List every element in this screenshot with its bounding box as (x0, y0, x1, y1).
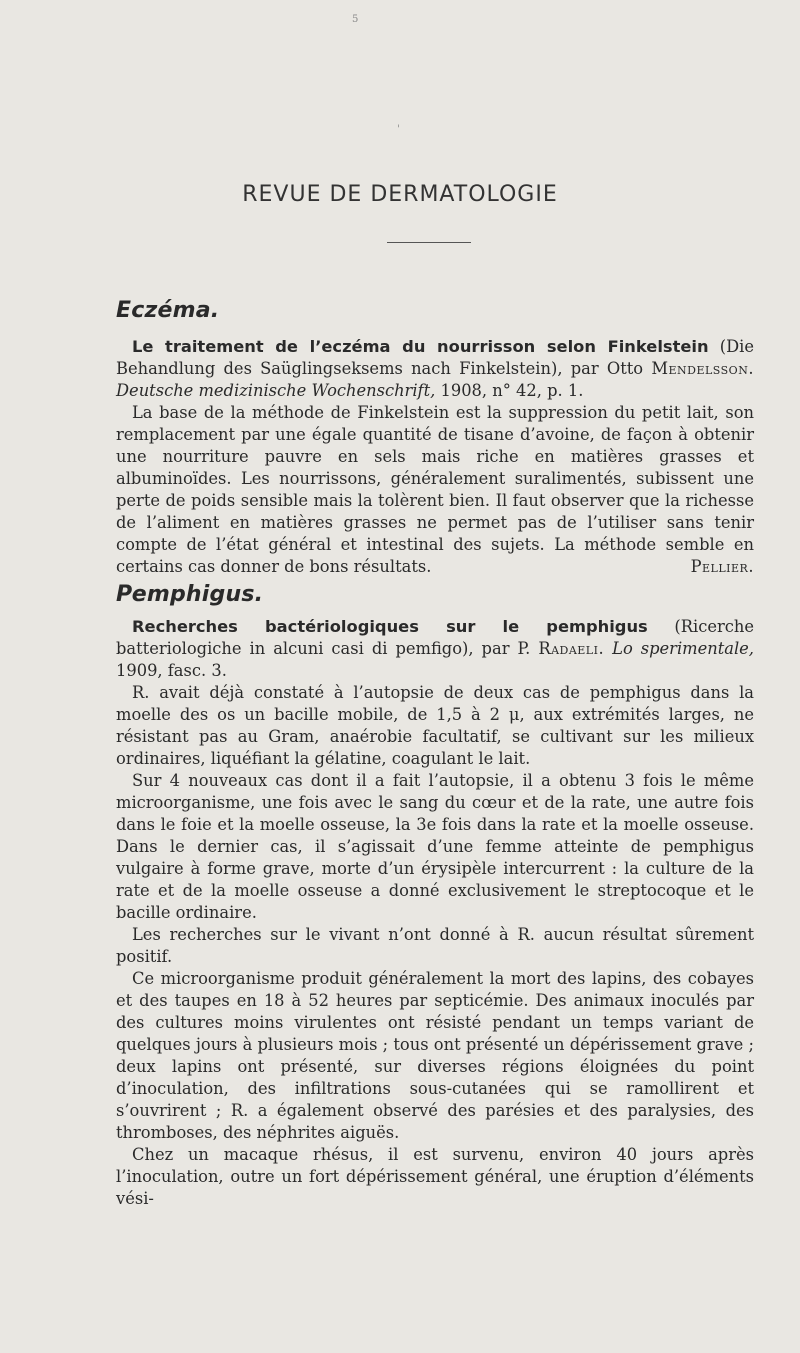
reference-details: 1908, n° 42, p. 1. (435, 381, 584, 400)
reference-title: Recherches bactériologiques sur le pemphigus (132, 617, 648, 636)
reference-text: (Ricerche batteriologiche in alcuni casi di pemfigo), par P. (116, 617, 754, 658)
body-paragraph: R. avait déjà constaté à l’autopsie de deux cas de pemphigus dans la moelle des os un bacille mobile, de 1,5 à 2 μ, aux extrémités larges, ne résistant pas au Gram, anaérobie facultatif, se cultivant sur les milieux ordinaires, liquéfiant la gélatine, coagulant le lait. (116, 683, 754, 768)
body-paragraph (116, 402, 754, 578)
section-heading-eczema: Eczéma. (116, 298, 220, 323)
signature: Pellier. (690, 557, 754, 576)
reference-title: Le traitement de l’eczéma du nourrisson selon Finkelstein (132, 337, 709, 356)
title-rule (387, 242, 471, 243)
body-paragraph: Ce microorganisme produit généralement la mort des lapins, des cobayes et des taupes en 18 à 52 heures par septicémie. Des animaux inoculés par des cultures moins virulentes ont résisté pendant un temps variant de quelques jours à plusieurs mois ; tous ont présenté un dépérissement grave ; deux lapins ont présenté, sur diverses régions éloignées du point d’inoculation, des infiltrations sous-cutanées qui se ramollirent et s’ouvrirent ; R. a également observé des parésies et des paralysies, des thromboses, des néphrites aiguës. (116, 969, 754, 1142)
reference-pemphigus (116, 616, 754, 682)
reference-details: 1909, fasc. 3. (116, 661, 227, 680)
reference-author: Radaeli. (538, 639, 605, 658)
article-body (116, 296, 754, 1210)
body-paragraph: Chez un macaque rhésus, il est survenu, environ 40 jours après l’inoculation, outre un fort dépérissement général, une éruption d’éléments vési- (116, 1145, 754, 1208)
page-mark-small: ' (397, 124, 400, 135)
reference-author: Mendelsson. (651, 359, 754, 378)
running-title: REVUE DE DERMATOLOGIE (242, 182, 558, 207)
section-heading-pemphigus: Pemphigus. (116, 582, 264, 607)
reference-text: (Die Behandlung des Saüglingseksems nach Finkelstein), par Otto (116, 337, 754, 378)
paragraph-text: La base de la méthode de Finkelstein est la suppression du petit lait, son remplacement par une égale quantité de tisane d’avoine, de façon à obtenir une nourriture pauvre en sels mais riche en matières grasses et albuminoïdes. Les nourrissons, généralement suralimentés, subissent une perte de poids sensible mais la tolèrent bien. Il faut observer que la richesse de l’aliment en matières grasses ne permet pas de l’utiliser sans tenir compte de l’état général et intestinal des sujets. La méthode semble en certains cas donner de bons résultats. (116, 403, 754, 576)
body-paragraph: Les recherches sur le vivant n’ont donné à R. aucun résultat sûrement positif. (116, 925, 754, 966)
body-paragraph: Sur 4 nouveaux cas dont il a fait l’autopsie, il a obtenu 3 fois le même microorganisme, une fois avec le sang du cœur et de la rate, une autre fois dans le foie et la moelle osseuse, la 3e fois dans la rate et la moelle osseuse. Dans le dernier cas, il s’agissait d’une femme atteinte de pemphigus vulgaire à forme grave, morte d’un érysipèle intercurrent : la culture de la rate et de la moelle osseuse a donné exclusivement le streptocoque et le bacille ordinaire. (116, 771, 754, 922)
page-mark: 5 (352, 14, 359, 25)
reference-journal: Lo sperimentale, (604, 639, 754, 658)
reference-eczema (116, 336, 754, 402)
reference-journal: Deutsche medizinische Wochenschrift, (116, 381, 436, 400)
